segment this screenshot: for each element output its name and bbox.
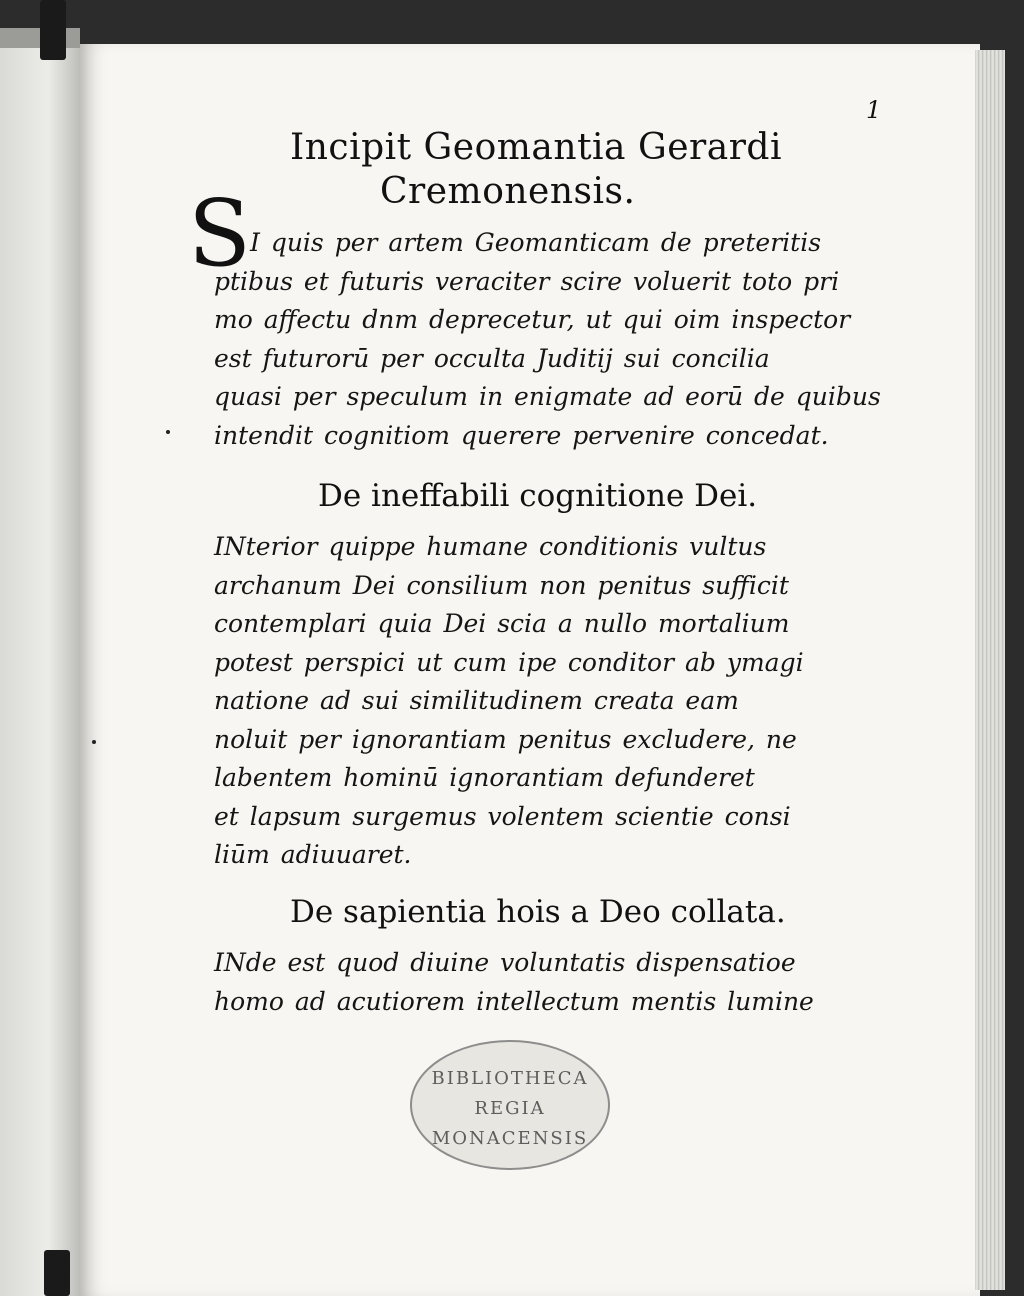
text-line: noluit per ignorantiam penitus excludere, ne [214, 724, 797, 754]
section-heading: De ineffabili cognitione Dei. [318, 478, 758, 514]
text-line: quasi per speculum in enigmate ad eorū de quibus [214, 382, 881, 411]
paragraph-1 [214, 224, 881, 455]
text-line: ptibus et futuris veraciter scire voluerit toto pri [214, 266, 840, 296]
text-line: natione ad sui similitudinem creata eam [214, 686, 739, 715]
title-line-2: Cremonensis. [380, 171, 636, 212]
text-line: liūm adiuuaret. [214, 840, 412, 869]
text-line: intendit cognitiom querere pervenire concedat. [214, 420, 829, 450]
page-title [290, 126, 790, 214]
binding-tie [40, 0, 66, 60]
text-line: I quis per artem Geomanticam de preteritis [250, 228, 822, 257]
text-line: est futurorū per occulta Juditij sui concilia [214, 343, 770, 373]
text-line: labentem hominū ignorantiam defunderet [214, 763, 755, 792]
margin-dot [166, 430, 170, 434]
text-line: mo affectu dnm deprecetur, ut qui oim inspector [214, 305, 851, 334]
drop-initial: S [188, 180, 252, 287]
stamp-line: BIBLIOTHECA [431, 1068, 589, 1089]
paragraph-2 [214, 528, 834, 875]
folio-number: 1 [866, 96, 882, 124]
section-heading: De sapientia hois a Deo collata. [290, 894, 786, 930]
text-line: contemplari quia Dei scia a nullo mortalium [214, 609, 790, 638]
stamp-line: MONACENSIS [431, 1128, 589, 1149]
text-line: INterior quippe humane conditionis vultus [214, 532, 767, 561]
left-page-edge [0, 30, 80, 1296]
library-stamp [410, 1040, 610, 1170]
text-line: homo ad acutiorem intellectum mentis lumine [214, 986, 814, 1016]
binding-tie [44, 1250, 70, 1296]
text-line: potest perspici ut cum ipe conditor ab ymagi [214, 647, 804, 677]
margin-dot [92, 740, 96, 744]
title-line-1: Incipit Geomantia Gerardi [290, 127, 782, 168]
stamp-line: REGIA [474, 1098, 546, 1119]
text-line: INde est quod diuine voluntatis dispensatioe [214, 948, 796, 977]
page-stack-edge [975, 50, 1005, 1290]
text-line: et lapsum surgemus volentem scientie consi [214, 801, 791, 831]
paragraph-3 [214, 944, 834, 1021]
text-line: archanum Dei consilium non penitus sufficit [214, 570, 789, 600]
